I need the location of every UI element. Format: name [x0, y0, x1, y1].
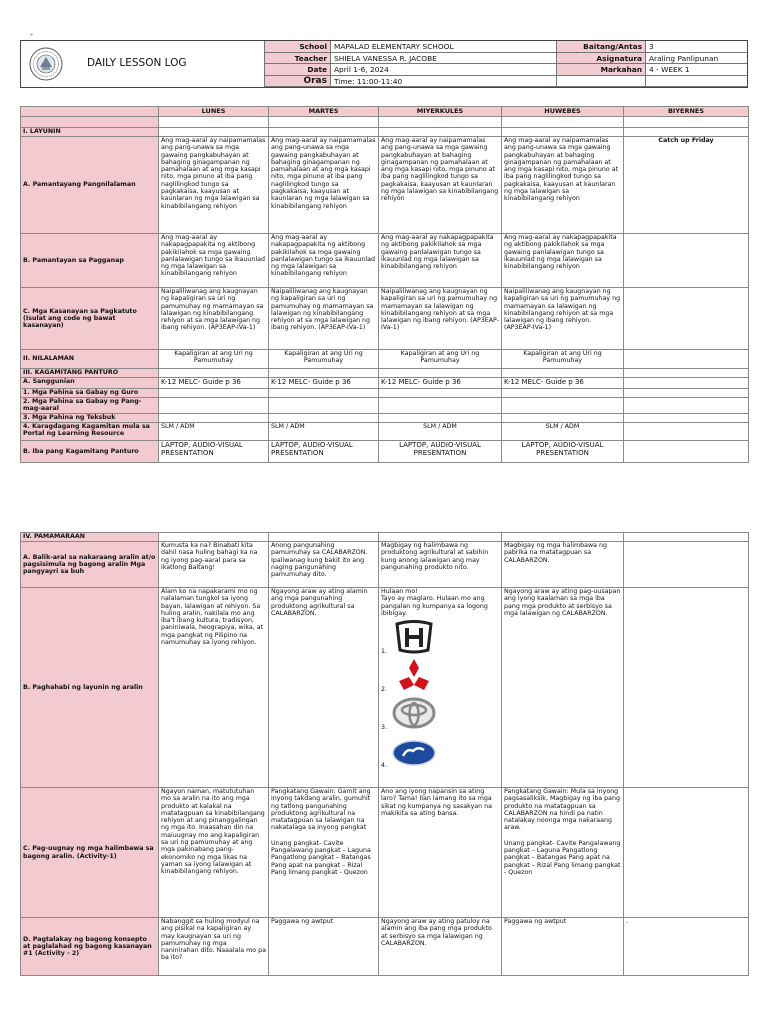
logo-number: 3.: [381, 723, 388, 731]
review-mon: Kumusta ka na? Binabati kita dahil nasa huling bahagi ka na ng iyong pag-aaral para sa ikatlong Baitang!: [159, 542, 269, 588]
teacher-label: Teacher: [264, 53, 330, 65]
discussion-mon: Nabanggit sa huling modyul na ang pisikal na kapaligiran ay may kaugnayan sa uri ng pamumuhay ng mga naninirahan dito. Naaalala mo pa ba ito?: [159, 918, 269, 976]
activity1-tue: [269, 788, 379, 918]
activity1-thu: [502, 788, 624, 918]
quarter-value: 4 - WEEK 1: [645, 64, 747, 76]
performance-standard-wed: Ang mag-aaral ay nakapagpapakita ng aktibong pakikilahok sa mga gawaing panlalawigan tungo sa ikauunlad ng mga lalawigan sa kinabibilangang rehiyon: [379, 234, 502, 288]
deped-seal-icon: [29, 47, 63, 81]
logo-number: 2.: [381, 685, 388, 693]
label-karagdagang-kagamitan: 4. Karagdagang Kagamitan mula sa Portal ng Learning Resource: [21, 423, 159, 441]
dll-title: DAILY LESSON LOG: [87, 57, 187, 69]
content-tue: Kapaligiran at ang Uri ng Pamumuhay: [269, 350, 379, 369]
other-material-wed: LAPTOP, AUDIO-VISUAL PRESENTATION: [379, 441, 502, 463]
oras-value: Time: 11:00-11:40: [330, 76, 556, 88]
header-title-area: [21, 41, 264, 87]
honda-logo-icon: [391, 620, 437, 654]
day-header-tue: MARTES: [269, 107, 379, 117]
content-mon: Kapaligiran at ang Uri ng Pamumuhay: [159, 350, 269, 369]
content-standard-thu: Ang mag-aaral ay naipamamalas ang pang-unawa sa mga gawaing pangkabuhayan at bahaging ginagampanan ng pamahalaan at ang mga kasapi nito, mga pinuno at iba pang naglilingkod tungo sa pagkakaisa, kaayusan at kaunlaran ng mga lalawigan sa kinabibilangang rehiyon: [502, 137, 624, 234]
logo-number: 4.: [381, 761, 388, 769]
dll-header: [20, 40, 748, 88]
group-task-text: Pangkatang Gawain: Mula sa inyong pagsasaliksik, Magbigay ng iba pang produkto na matatagpuan sa CALABARZON na hindi pa natin natalakay noonga mga nakaraang araw.: [504, 788, 621, 832]
motivation-wed: [379, 588, 502, 788]
subject-label: Asignatura: [556, 53, 645, 65]
teacher-value: SHIELA VANESSA R. JACOBE: [330, 53, 556, 65]
section-pamamaraan: IV. PAMAMARAAN: [21, 533, 159, 542]
reference-wed: K-12 MELC- Guide p 36: [379, 378, 502, 389]
section-layunin: I. LAYUNIN: [21, 128, 159, 137]
corner-cell: [21, 107, 159, 117]
content-wed: Kapaligiran at ang Uri ng Pamumuhay: [379, 350, 502, 369]
logo-item-1: [381, 619, 499, 655]
grade-label: Baitang/Antas: [556, 41, 645, 53]
date-value: April 1-6, 2024: [330, 64, 556, 76]
additional-material-wed: SLM / ADM: [379, 423, 502, 441]
day-header-fri: BIYERNES: [624, 107, 749, 117]
performance-standard-mon: Ang mag-aaral ay nakapagpapakita ng aktibong pakikilahok sa mga gawaing panlalawigan tungo sa ikauunlad ng mga lalawigan sa kinabibilangang rehiyon: [159, 234, 269, 288]
label-sanggunian: A. Sanggunian: [21, 378, 159, 389]
reference-mon: K-12 MELC- Guide p 36: [159, 378, 269, 389]
content-standard-mon: Ang mag-aaral ay naipamamalas ang pang-unawa sa mga gawaing pangkabuhayan at bahaging ginagampanan ng pamahalaan at ang mga kasapi nito, mga pinuno at iba pang naglilingkod tungo sa pagkakaisa, kaayusan at kaunlaran ng mga lalawigan sa kinabibilangang rehiyon: [159, 137, 269, 234]
discussion-fri: .: [624, 918, 749, 976]
oras-label: Oras: [264, 76, 330, 88]
mitsubishi-logo-icon: [391, 658, 437, 692]
ford-logo-icon: [391, 734, 437, 768]
group-assignments: Unang pangkat- Cavite Pangalawang pangkat – Laguna Pangatlong pangkat – Batangas Pang apat na pangkat – Rizal Pang limang pangkat - Quezon: [271, 839, 371, 876]
additional-material-mon: SLM / ADM: [159, 423, 269, 441]
motivation-thu: Ngayong araw ay ating pag-uusapan ang iyong kaalaman sa mga iba pang mga produkto at serbisyo sa mga lalawigan ng CALABARZON.: [502, 588, 624, 788]
school-label: School: [264, 41, 330, 53]
motivation-mon: Alam ko na napakarami mo ng nalalaman tungkol sa iyong bayan, lalawigan at rehiyon. Sa huling aralin, nakilala mo ang iba't ibang kultura, tradisyon, paniniwala, heograpiya, wika, at mga pangkat ng Pilipino na namumuhay sa iyong rehiyon.: [159, 588, 269, 788]
content-standard-tue: Ang mag-aaral ay naipamamalas ang pang-unawa sa mga gawaing pangkabuhayan at bahaging ginagampanan ng pamahalaan at ang mga kasapi nito, mga pinuno at iba pang naglilingkod tungo sa pagkakaisa, kaayusan at kaunlaran ng mga lalawigan sa kinabibilangang rehiyon: [269, 137, 379, 234]
group-task-text: Pangkatang Gawain: Gamit ang inyong takdang aralin, gumuhit ng tatlong pangunahing produktong agrikultural na matatagpuan sa lalawigan na nakatalaga sa inyong pangkat: [271, 788, 371, 832]
reference-thu: K-12 MELC- Guide p 36: [502, 378, 624, 389]
page-marker: -: [30, 30, 33, 39]
logo-item-4: [381, 733, 499, 769]
label-teksbuk: 3. Mga Pahina ng Teksbuk: [21, 414, 159, 423]
reference-tue: K-12 MELC- Guide p 36: [269, 378, 379, 389]
competency-tue: Naipaliliwanag ang kaugnayan ng kapaligiran sa uri ng pamumuhay ng mamamayan sa lalawigan ng kinabibilangang rehiyon at sa mga lalawigan ng ibang rehiyon. (AP3EAP-IVa-1): [269, 288, 379, 350]
additional-material-thu: SLM / ADM: [502, 423, 624, 441]
performance-standard-thu: Ang mag-aaral ay nakapagpapakita ng aktibong pakikilahok sa mga gawaing panlalawigan tungo sa ikauunlad ng mga lalawigan sa kinabibilangang rehiyon: [502, 234, 624, 288]
label-nilalaman: II. NILALAMAN: [21, 350, 159, 369]
logo-item-2: [381, 657, 499, 693]
lesson-table-part2: [20, 532, 749, 976]
competency-thu: Naipaliliwanag ang kaugnayan ng kapaligiran sa uri ng pamumuhay ng mamamayan sa lalawigan ng kinabibilangang rehiyon at sa mga lalawigan ng ibang rehiyon. (AP3EAP-IVa-1): [502, 288, 624, 350]
other-material-tue: LAPTOP, AUDIO-VISUAL PRESENTATION: [269, 441, 379, 463]
header-info-grid: [264, 41, 747, 87]
date-label: Date: [264, 64, 330, 76]
logo-item-3: [381, 695, 499, 731]
label-pag-uugnay: C. Pag-uugnay ng mga halimbawa sa bagong aralin. (Activity-1): [21, 788, 159, 918]
day-header-mon: LUNES: [159, 107, 269, 117]
section-kagamitang-panturo: III. KAGAMITANG PANTURO: [21, 369, 159, 378]
school-value: MAPALAD ELEMENTARY SCHOOL: [330, 41, 556, 53]
content-standard-wed: Ang mag-aaral ay naipamamalas ang pang-unawa sa mga gawaing pangkabuhayan at bahaging ginagampanan ng pamahalaan at ang mga kasapi nito, mga pinuno at iba pang naglilingkod tungo sa pagkakaisa, kaayusan at kaunlaran ng mga lalawigan sa kinabibilangang rehiyon: [379, 137, 502, 234]
discussion-tue: Paggawa ng awtput: [269, 918, 379, 976]
additional-material-tue: SLM / ADM: [269, 423, 379, 441]
quarter-label: Markahan: [556, 64, 645, 76]
empty-cell: [645, 76, 747, 88]
content-thu: Kapaligiran at ang Uri ng Pamumuhay: [502, 350, 624, 369]
review-wed: Magbigay ng halimbawa ng produktong agrikultural at sabihin kung anong lalawigan ang may pangunahing produkto nito.: [379, 542, 502, 588]
catch-up-friday: Catch up Friday: [624, 137, 749, 234]
competency-wed: Naipaliliwanag ang kaugnayan ng kapaligiran sa uri ng pamumuhay ng mamamayan sa lalawigan ng kinabibilangang rehiyon at sa mga lalawigan ng ibang rehiyon. (AP3EAP-IVa-1): [379, 288, 502, 350]
subject-value: Araling Panlipunan: [645, 53, 747, 65]
group-assignments: Unang pangkat- Cavite Pangalawang pangkat – Laguna Pangatlong pangkat – Batangas Pang apat na pangkat – Rizal Pang limang pangkat - Quezon: [504, 839, 621, 876]
day-header-wed: MIYERKULES: [379, 107, 502, 117]
label-gabay-mag-aaral: 2. Mga Pahina sa Gabay ng Pang-mag-aaral: [21, 398, 159, 414]
label-pagtalakay-ng-bagong-konsepto: D. Pagtalakay ng bagong konsepto at paglalahad ng bagong kasanayan #1 (Activity - 2): [21, 918, 159, 976]
guess-heading: Hulaan mo!: [381, 588, 418, 595]
discussion-wed: Ngayong araw ay ating patuloy na alamin ang iba pang mga produkto at serbisyo sa mga lalawigan ng CALABARZON.: [379, 918, 502, 976]
activity1-wed: Ano ang iyong napansin sa ating laro? Tama! Ilan lamang ito sa mga sikat ng kumpanya ng sasakyan na makikita sa ating bansa.: [379, 788, 502, 918]
motivation-tue: Ngayong araw ay ating alamin ang mga pangunahing produktong agrikultural sa CALABARZON.: [269, 588, 379, 788]
grade-value: 3: [645, 41, 747, 53]
label-iba-pang-kagamitan: B. Iba pang Kagamitang Panturo: [21, 441, 159, 463]
label-gabay-guro: 1. Mga Pahina sa Gabay ng Guro: [21, 389, 159, 398]
review-tue: Anong pangunahing pamumuhay sa CALABARZON. Ipaliwanag kung bakit ito ang naging pangunahing pamumuhay dito.: [269, 542, 379, 588]
guess-instruction: Tayo ay maglaro. Hulaan mo ang pangalan ng kumpanya sa logong ibibigay.: [381, 595, 488, 617]
label-pamantayan-sa-pagganap: B. Pamantayan sa Pagganap: [21, 234, 159, 288]
logo-number: 1.: [381, 647, 388, 655]
discussion-thu: Paggawa ng awtput: [502, 918, 624, 976]
performance-standard-tue: Ang mag-aaral ay nakapagpapakita ng aktibong pakikilahok sa mga gawaing panlalawigan tungo sa ikauunlad ng mga lalawigan sa kinabibilangang rehiyon: [269, 234, 379, 288]
review-thu: Magbigay ng mga halimbawa ng pabrika na matatagpuan sa CALABARZON.: [502, 542, 624, 588]
activity1-mon: Ngayon naman, matututuhan mo sa aralin na ito ang mga produkto at kalakal na matatagpuan sa kinabibilangang rehiyon at ang pinanggalingan ng mga ito. Inaasahan din na maiuugnay mo ang kapaligiran sa uri ng pamumuhay at ang mga pakinabang pang-ekonomiko ng mga likas na yaman sa iyong lalawigan at kinabibilangang rehiyon.: [159, 788, 269, 918]
label-paghahabi-ng-layunin: B. Paghahabi ng layunin ng aralin: [21, 588, 159, 788]
competency-mon: Naipaliliwanag ang kaugnayan ng kapaligiran sa uri ng pamumuhay ng mamamayan sa lalawigan ng kinabibilangang rehiyon at sa mga lalawigan ng ibang rehiyon. (AP3EAP-IVa-1): [159, 288, 269, 350]
other-material-mon: LAPTOP, AUDIO-VISUAL PRESENTATION: [159, 441, 269, 463]
label-balik-aral: A. Balik-aral sa nakaraang aralin at/o pagsisimula ng bagong aralin Mga pangyayri sa buh: [21, 542, 159, 588]
label-pamantayang-pangnilalaman: A. Pamantayang Pangnilalaman: [21, 137, 159, 234]
empty-cell: [556, 76, 645, 88]
lesson-table-part1: [20, 106, 749, 463]
label-kasanayan-sa-pagkatuto: C. Mga Kasanayan sa Pagkatuto (Isulat ang code ng bawat kasanayan): [21, 288, 159, 350]
day-header-thu: HUWEBES: [502, 107, 624, 117]
other-material-thu: LAPTOP, AUDIO-VISUAL PRESENTATION: [502, 441, 624, 463]
toyota-logo-icon: [391, 696, 437, 730]
